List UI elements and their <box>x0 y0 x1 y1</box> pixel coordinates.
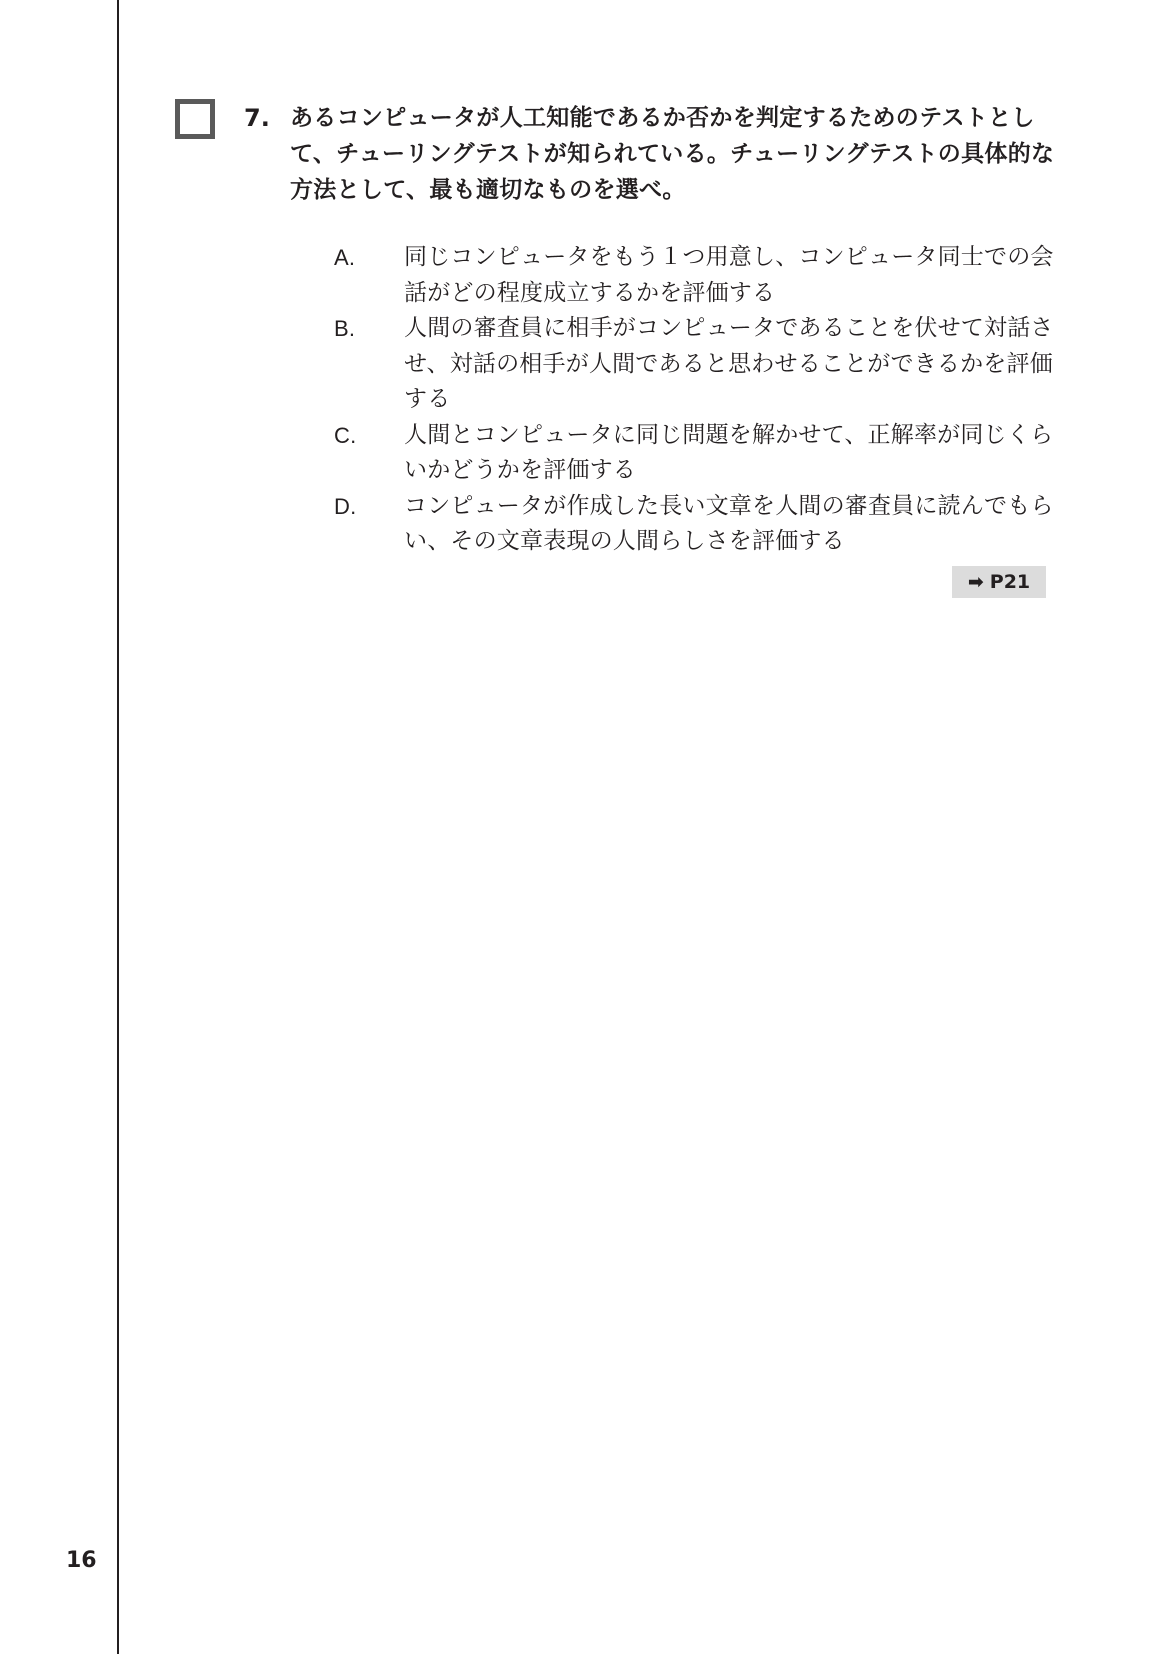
option-c <box>334 418 1074 489</box>
option-letter: B. <box>334 316 356 341</box>
margin-rule <box>117 0 119 1654</box>
option-text: 人間の審査員に相手がコンピュータであることを伏せて対話させ、対話の相手が人間であると思わせることができるかを評価する <box>404 315 1054 412</box>
right-arrow-icon: ➡ <box>967 571 984 593</box>
answer-options <box>334 240 1074 560</box>
option-a <box>334 240 1074 311</box>
question-checkbox[interactable] <box>175 99 215 139</box>
option-letter: C. <box>334 422 357 448</box>
option-b <box>334 311 1074 418</box>
option-text: 人間とコンピュータに同じ問題を解かせて、正解率が同じくらいかどうかを評価する <box>404 421 1054 483</box>
question-text: あるコンピュータが人工知能であるか否かを判定するためのテストとして、チューリングテストが知られている。チューリングテストの具体的な方法として、最も適切なものを選べ。 <box>290 105 1055 203</box>
option-text: 同じコンピュータをもう１つ用意し、コンピュータ同士での会話がどの程度成立するかを評価する <box>404 244 1054 306</box>
option-text: コンピュータが作成した長い文章を人間の審査員に読んでもらい、その文章表現の人間らしさを評価する <box>404 492 1054 554</box>
question-number: 7. <box>244 104 270 132</box>
option-d <box>334 489 1074 560</box>
option-letter: A. <box>334 245 356 270</box>
page-number: 16 <box>66 1548 97 1573</box>
page-reference-label: P21 <box>989 571 1031 593</box>
option-letter: D. <box>334 493 357 519</box>
page-reference <box>952 566 1046 598</box>
